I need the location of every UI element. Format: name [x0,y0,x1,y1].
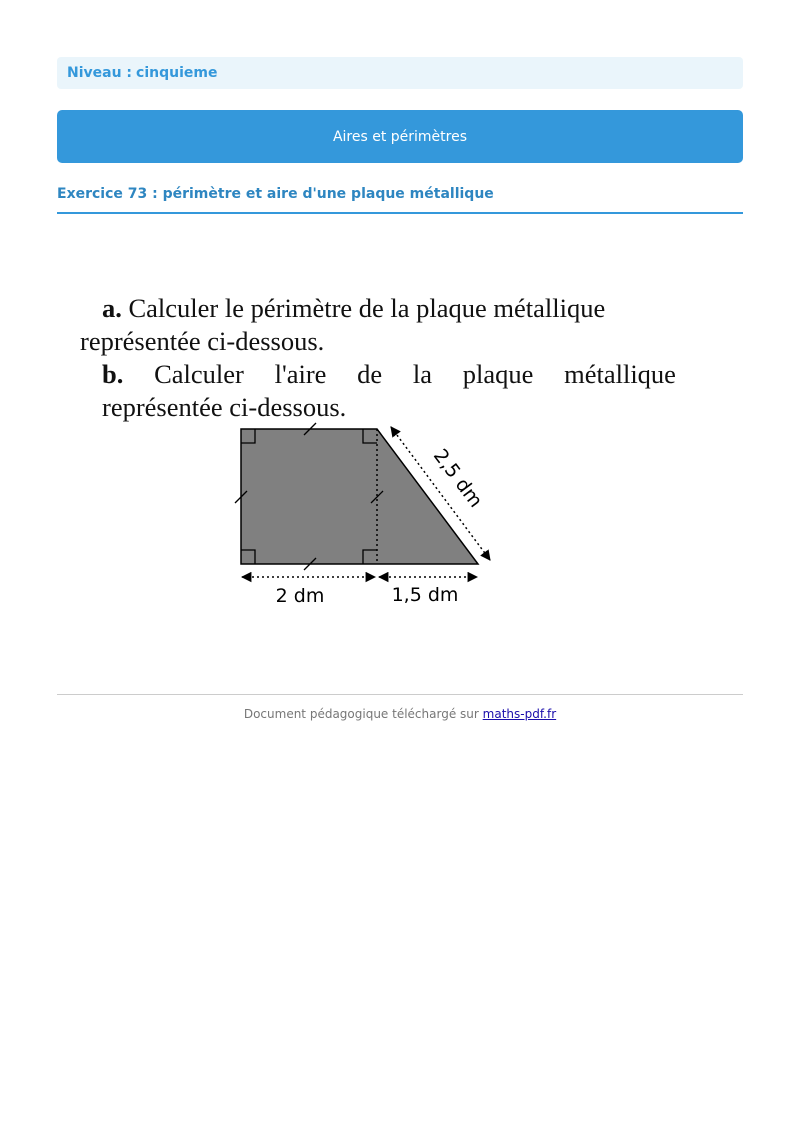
footer-link[interactable]: maths-pdf.fr [482,707,557,721]
exercise-statement [80,292,676,424]
exercise-title: Exercice 73 : périmètre et aire d'une plaque métallique [57,186,494,202]
statement-b-marker: b. [102,359,124,389]
metal-plate-figure [220,420,510,615]
topic-title: Aires et périmètres [332,128,468,145]
footer-divider [57,694,743,695]
statement-b-word: la [412,359,433,389]
statement-b-line2: représentée ci-dessous. [102,392,347,422]
dimension-label-slant: 2,5 dm [428,445,487,512]
topic-banner [57,110,743,163]
statement-b-word: métallique [564,359,676,389]
dimension-label-left: 2 dm [275,585,325,607]
statement-b-line1 [80,358,676,391]
statement-b-word: plaque [462,359,534,389]
footer-text: Document pédagogique téléchargé sur [243,707,479,721]
statement-a-text: Calculer le périmètre de la plaque métallique [128,293,606,323]
footer [57,707,743,721]
level-label: Niveau : [67,65,133,81]
exercise-divider [57,212,743,214]
statement-a-line2: représentée ci-dessous. [80,326,325,356]
dimension-label-right: 1,5 dm [391,584,459,606]
statement-b-word: de [357,359,383,389]
level-value: cinquieme [136,65,218,81]
statement-b-word: Calculer [154,359,244,389]
statement-a-marker: a. [102,293,122,323]
level-box [57,57,743,89]
statement-b-word: l'aire [274,359,327,389]
statement-a-line1 [80,292,676,325]
